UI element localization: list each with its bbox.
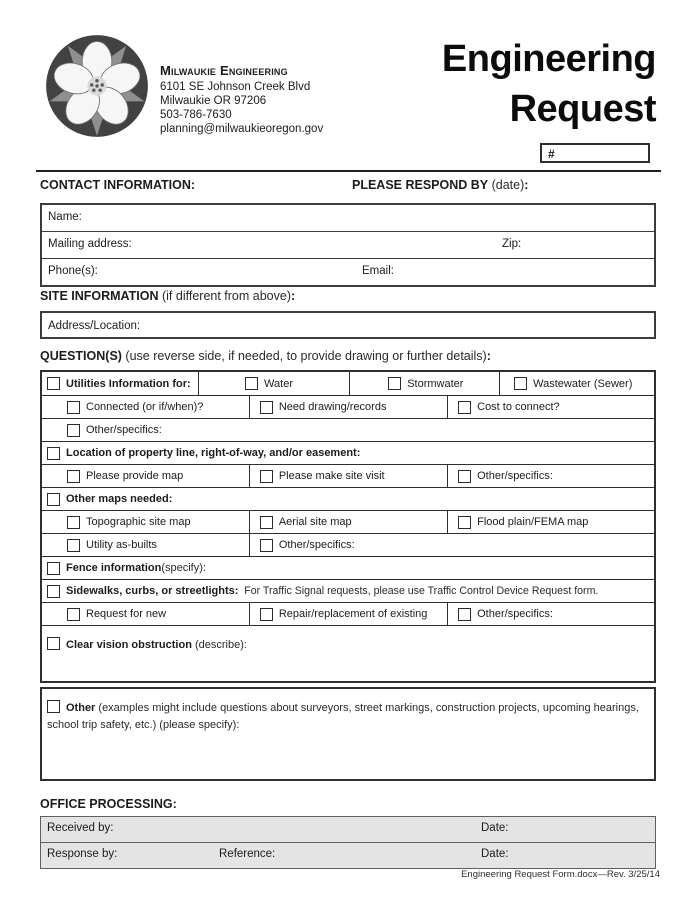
row-property-line — [42, 441, 654, 464]
checkbox-utilities-information[interactable] — [47, 377, 60, 390]
contact-table — [40, 203, 656, 287]
phone-number: 503-786-7630 — [160, 109, 232, 121]
checkbox-aerial-map[interactable] — [260, 516, 273, 529]
name-field-row[interactable] — [42, 205, 654, 231]
checkbox-property-other-specifics[interactable] — [458, 470, 471, 483]
site-address-field[interactable] — [40, 311, 656, 339]
checkbox-connected[interactable] — [67, 401, 80, 414]
organization-block — [160, 64, 323, 136]
utilities-other-label: Other/specifics: — [86, 424, 162, 436]
request-new-label: Request for new — [86, 608, 167, 620]
repair-existing-label: Repair/replacement of existing — [278, 608, 428, 620]
respond-by-heading: PLEASE RESPOND BY (date): — [352, 178, 529, 192]
office-section-heading: OFFICE PROCESSING: — [40, 797, 177, 811]
form-title — [442, 34, 656, 134]
response-by-label: Response by: — [47, 848, 118, 860]
connected-label: Connected (or if/when)? — [86, 401, 204, 413]
water-label: Water — [264, 377, 293, 390]
flood-plain-label: Flood plain/FEMA map — [477, 516, 589, 528]
row-sidewalks — [42, 579, 654, 602]
checkbox-maps-other-specifics[interactable] — [260, 539, 273, 552]
row-other-maps — [42, 487, 654, 510]
response-date-label: Date: — [481, 848, 509, 860]
topographic-label: Topographic site map — [86, 516, 191, 528]
checkbox-stormwater[interactable] — [388, 377, 401, 390]
address-line-1: 6101 SE Johnson Creek Blvd — [160, 81, 311, 93]
row-maps-options-2 — [42, 533, 654, 556]
other-maps-label: Other maps needed: — [66, 493, 173, 505]
email-address: planning@milwaukieoregon.gov — [160, 123, 324, 135]
other-label: Other — [66, 702, 96, 714]
checkbox-request-new[interactable] — [67, 608, 80, 621]
phone-field-row[interactable] — [42, 258, 654, 285]
sidewalks-label: Sidewalks, curbs, or streetlights: — [66, 585, 239, 597]
checkbox-need-drawing[interactable] — [260, 401, 273, 414]
contact-section-heading — [40, 178, 529, 192]
site-visit-label: Please make site visit — [278, 470, 385, 482]
checkbox-cost-to-connect[interactable] — [458, 401, 471, 414]
checkbox-sidewalks[interactable] — [47, 585, 60, 598]
row-clear-vision[interactable] — [42, 625, 654, 681]
request-number-field[interactable] — [540, 143, 650, 163]
maps-other-label: Other/specifics: — [278, 539, 355, 551]
site-address-label: Address/Location: — [48, 320, 141, 332]
property-other-label: Other/specifics: — [477, 470, 553, 482]
mailing-address-field-row[interactable] — [42, 231, 654, 258]
questions-table — [40, 370, 656, 683]
clear-vision-hint: (describe): — [191, 639, 247, 651]
cost-to-connect-label: Cost to connect? — [477, 401, 560, 413]
property-line-label: Location of property line, right-of-way, and/or easement: — [66, 447, 361, 459]
zip-label: Zip: — [502, 238, 522, 250]
form-title-line1: Engineering — [441, 38, 656, 80]
checkbox-utilities-other-specifics[interactable] — [67, 424, 80, 437]
contact-heading-label: CONTACT INFORMATION: — [40, 178, 196, 192]
need-drawing-label: Need drawing/records — [278, 401, 387, 413]
received-by-label: Received by: — [47, 822, 114, 834]
office-processing-table — [40, 816, 656, 869]
row-utilities-options — [42, 395, 654, 418]
checkbox-utility-asbuilts[interactable] — [67, 539, 80, 552]
row-maps-options-1 — [42, 510, 654, 533]
city-dogwood-logo-icon — [44, 33, 150, 139]
row-utilities-other — [42, 418, 654, 441]
form-revision-footer: Engineering Request Form.docx—Rev. 3/25/14 — [461, 869, 660, 880]
stormwater-label: Stormwater — [407, 377, 464, 390]
number-sign: # — [548, 147, 555, 161]
received-date-label: Date: — [481, 822, 509, 834]
checkbox-sidewalks-other-specifics[interactable] — [458, 608, 471, 621]
checkbox-clear-vision[interactable] — [47, 637, 60, 650]
form-title-line2: Request — [509, 88, 656, 130]
checkbox-site-visit[interactable] — [260, 470, 273, 483]
other-question-box[interactable] — [40, 687, 656, 781]
fence-hint: (specify): — [161, 562, 206, 574]
other-hint: (examples might include questions about surveyors, street markings, construction projects, upcoming hearings, school trip safety, etc.) (please specify): — [47, 702, 639, 731]
provide-map-label: Please provide map — [86, 470, 184, 482]
aerial-label: Aerial site map — [278, 516, 352, 528]
sidewalks-hint: For Traffic Signal requests, please use Traffic Control Device Request form. — [238, 585, 599, 597]
received-by-row[interactable] — [41, 817, 655, 842]
utilities-label: Utilities Information for: — [66, 377, 191, 390]
checkbox-other[interactable] — [47, 700, 60, 713]
name-label: Name: — [48, 211, 82, 223]
reference-label: Reference: — [219, 848, 276, 860]
row-sidewalks-options — [42, 602, 654, 625]
utility-asbuilts-label: Utility as-builts — [86, 539, 157, 551]
checkbox-flood-plain-map[interactable] — [458, 516, 471, 529]
fence-label: Fence information — [66, 562, 162, 574]
checkbox-topographic-map[interactable] — [67, 516, 80, 529]
clear-vision-label: Clear vision obstruction — [66, 639, 192, 651]
checkbox-wastewater[interactable] — [514, 377, 527, 390]
email-label: Email: — [362, 265, 394, 277]
checkbox-other-maps[interactable] — [47, 493, 60, 506]
header-divider — [36, 170, 661, 172]
row-property-line-options — [42, 464, 654, 487]
mailing-address-label: Mailing address: — [48, 238, 132, 250]
sidewalks-other-label: Other/specifics: — [477, 608, 553, 620]
phone-label: Phone(s): — [48, 265, 98, 277]
response-by-row[interactable] — [41, 842, 655, 868]
questions-section-heading: QUESTION(S) (use reverse side, if needed, to provide drawing or further details): — [40, 349, 491, 363]
wastewater-label: Wastewater (Sewer) — [533, 377, 633, 390]
checkbox-repair-existing[interactable] — [260, 608, 273, 621]
organization-name: Milwaukie Engineering — [160, 63, 288, 78]
site-section-heading: SITE INFORMATION (if different from above): — [40, 289, 296, 303]
row-utilities — [42, 372, 654, 395]
checkbox-fence[interactable] — [47, 562, 60, 575]
row-fence — [42, 556, 654, 579]
address-line-2: Milwaukie OR 97206 — [160, 95, 267, 107]
checkbox-provide-map[interactable] — [67, 470, 80, 483]
checkbox-water[interactable] — [245, 377, 258, 390]
checkbox-property-line[interactable] — [47, 447, 60, 460]
